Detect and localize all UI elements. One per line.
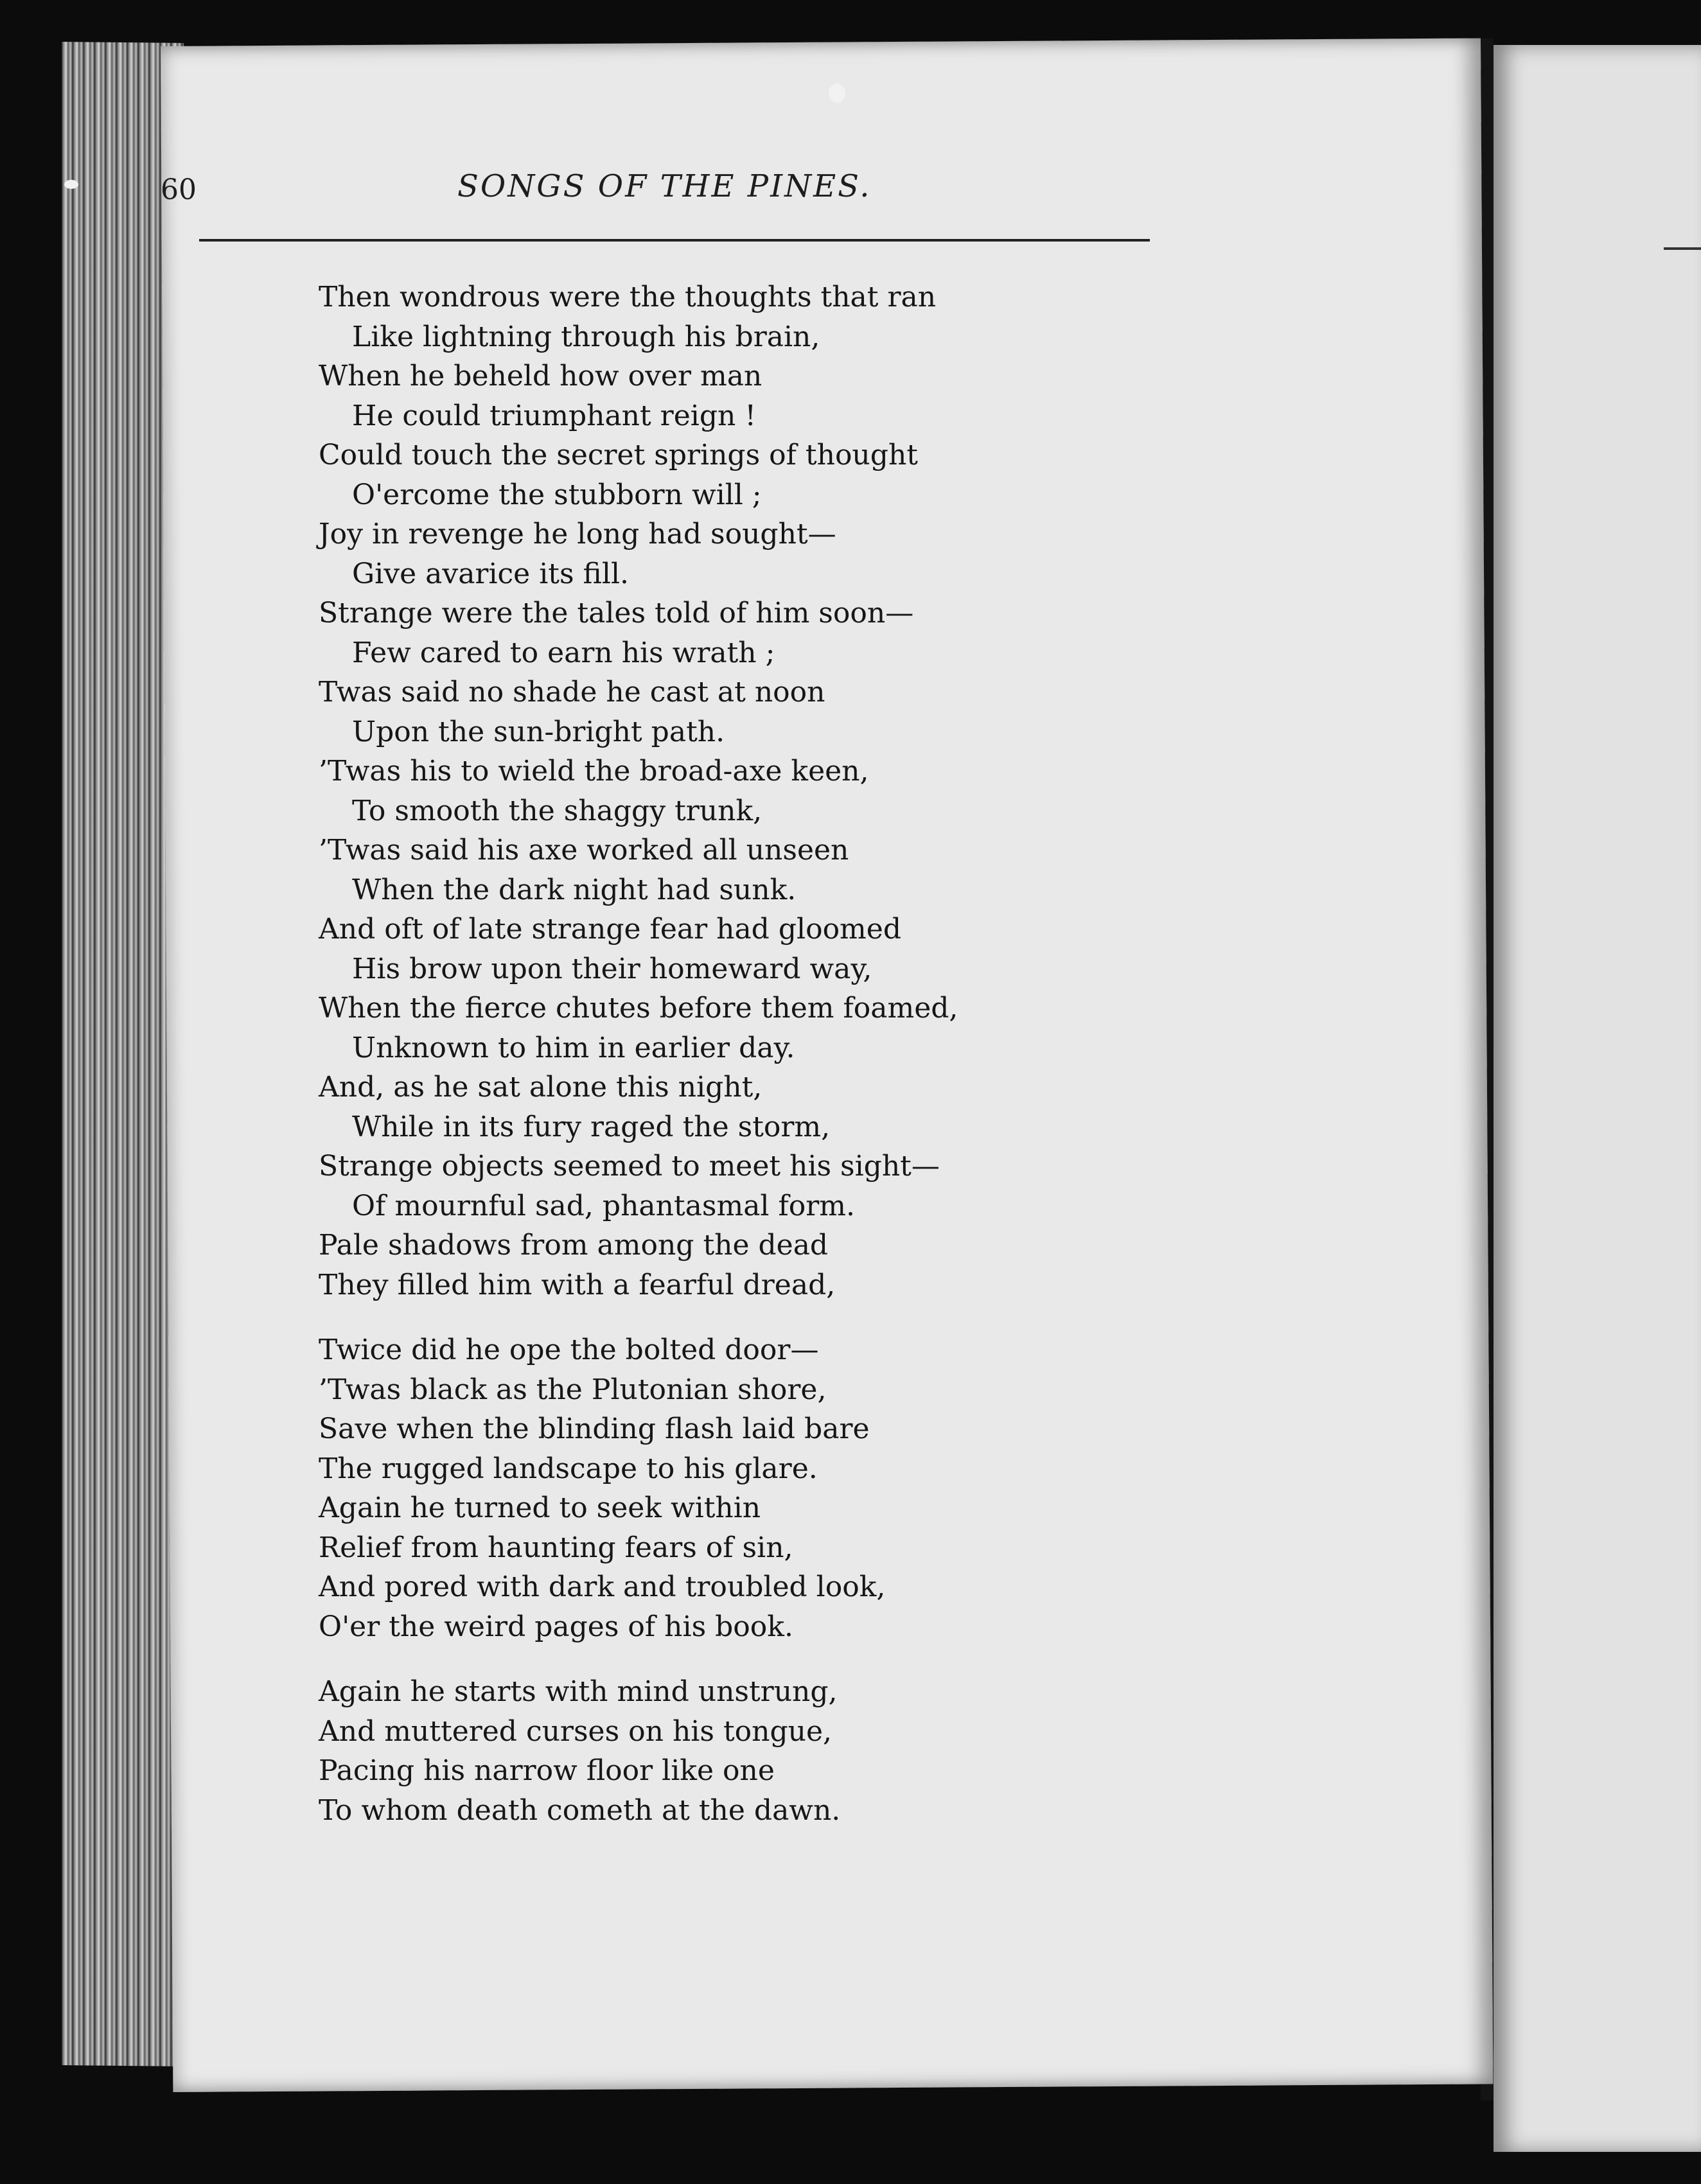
poem-stanza (319, 277, 1282, 1305)
poem-line: Strange objects seemed to meet his sight— (319, 1150, 940, 1183)
poem-line: Again he turned to seek within (319, 1492, 761, 1524)
facing-page (1494, 45, 1701, 2152)
poem-line: While in its fury raged the storm, (352, 1110, 831, 1143)
header-rule (199, 239, 1150, 242)
poem-line: Strange were the tales told of him soon— (319, 597, 914, 630)
poem-line: Like lightning through his brain, (352, 320, 820, 353)
poem-stanza (319, 1672, 1282, 1830)
poem-line: To whom death cometh at the dawn. (319, 1793, 841, 1827)
scan-speck (64, 180, 78, 189)
poem-line: Relief from haunting fears of sin, (319, 1531, 793, 1564)
poem-line: Upon the sun-bright path. (352, 715, 725, 748)
poem-line: Again he starts with mind unstrung, (319, 1675, 838, 1708)
poem-line: Pale shadows from among the dead (319, 1229, 829, 1262)
poem-line: Could touch the secret springs of thought (319, 439, 918, 471)
poem-line: Save when the blinding flash laid bare (319, 1413, 870, 1445)
page-number: 60 (161, 173, 197, 206)
poem-line: ’Twas black as the Plutonian shore, (319, 1373, 827, 1406)
scan-speck (829, 84, 845, 103)
poem-line: When the dark night had sunk. (352, 873, 797, 906)
poem-line: Pacing his narrow floor like one (319, 1754, 775, 1787)
poem-line: His brow upon their homeward way, (352, 952, 872, 985)
poem-line: O'ercome the stubborn will ; (352, 478, 762, 511)
poem-line: The rugged landscape to his glare. (319, 1452, 818, 1485)
poem-line: And, as he sat alone this night, (319, 1071, 762, 1104)
poem-line: Joy in revenge he long had sought— (319, 518, 836, 550)
poem-line: Unknown to him in earlier day. (352, 1031, 795, 1064)
poem-line: ’Twas his to wield the broad-axe keen, (319, 755, 869, 788)
poem-line: Twas said no shade he cast at noon (319, 676, 825, 709)
poem-line: Few cared to earn his wrath ; (352, 636, 775, 669)
facing-page-mark (1664, 247, 1701, 250)
poem-line: And oft of late strange fear had gloomed (319, 913, 901, 946)
poem-line: Then wondrous were the thoughts that ran (319, 281, 937, 313)
running-title: SONGS OF THE PINES. (457, 168, 872, 204)
poem-stanza (319, 1330, 1282, 1646)
poem-line: He could triumphant reign ! (352, 399, 756, 432)
poem-line: ’Twas said his axe worked all unseen (319, 834, 849, 867)
poem-line: They filled him with a fearful dread, (319, 1268, 836, 1301)
poem-line: And pored with dark and troubled look, (319, 1571, 886, 1603)
poem-body (319, 277, 1282, 1856)
poem-line: And muttered curses on his tongue, (319, 1714, 832, 1748)
poem-line: Of mournful sad, phantasmal form. (352, 1189, 855, 1222)
poem-line: Give avarice its fill. (352, 557, 629, 590)
poem-line: When the fierce chutes before them foamed, (319, 992, 958, 1025)
poem-line: O'er the weird pages of his book. (319, 1610, 793, 1643)
poem-line: Twice did he ope the bolted door— (319, 1334, 819, 1366)
poem-line: To smooth the shaggy trunk, (352, 794, 762, 827)
poem-line: When he beheld how over man (319, 360, 762, 392)
